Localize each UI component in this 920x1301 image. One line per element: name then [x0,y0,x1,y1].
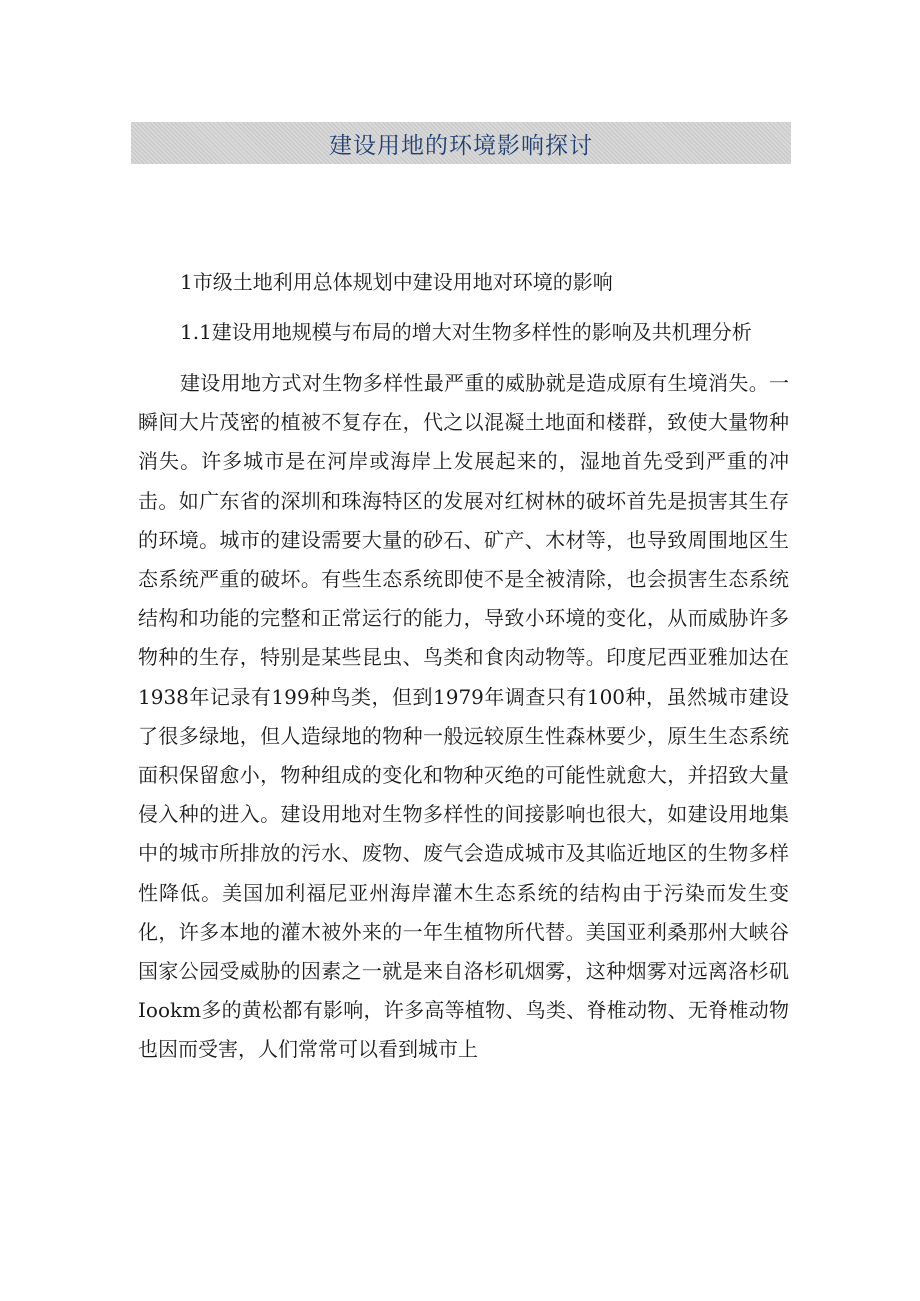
title-banner [131,122,791,164]
body-paragraph: 建设用地方式对生物多样性最严重的威胁就是造成原有生境消失。一瞬间大片茂密的植被不复存在，代之以混凝土地面和楼群，致使大量物种消失。许多城市是在河岸或海岸上发展起来的，湿地首先受到严重的冲击。如广东省的深圳和珠海特区的发展对红树林的破坏首先是损害其生存的环境。城市的建设需要大量的砂石、矿产、木材等，也导致周围地区生态系统严重的破坏。有些生态系统即使不是全被清除，也会损害生态系统结构和功能的完整和正常运行的能力，导致小环境的变化，从而威胁许多物种的生存，特别是某些昆虫、鸟类和食肉动物等。印度尼西亚雅加达在1938年记录有199种鸟类，但到1979年调查只有100种，虽然城市建设了很多绿地，但人造绿地的物种一般远较原生性森林要少，原生生态系统面积保留愈小，物种组成的变化和物种灭绝的可能性就愈大，并招致大量侵入种的进入。建设用地对生物多样性的间接影响也很大，如建设用地集中的城市所排放的污水、废物、废气会造成城市及其临近地区的生物多样性降低。美国加利福尼亚州海岸灌木生态系统的结构由于污染而发生变化，许多本地的灌木被外来的一年生植物所代替。美国亚利桑那州大峡谷国家公园受威胁的因素之一就是来自洛杉矶烟雾，这种烟雾对远离洛杉矶Iookm多的黄松都有影响，许多高等植物、鸟类、脊椎动物、无脊椎动物也因而受害，人们常常可以看到城市上 [138,371,789,1062]
document-title: 建设用地的环境影响探讨 [329,132,593,159]
section-heading-1-1: 1.1建设用地规模与布局的增大对生物多样性的影响及共机理分析 [180,320,752,344]
section-heading-1: 1市级土地利用总体规划中建设用地对环境的影响 [180,270,613,294]
